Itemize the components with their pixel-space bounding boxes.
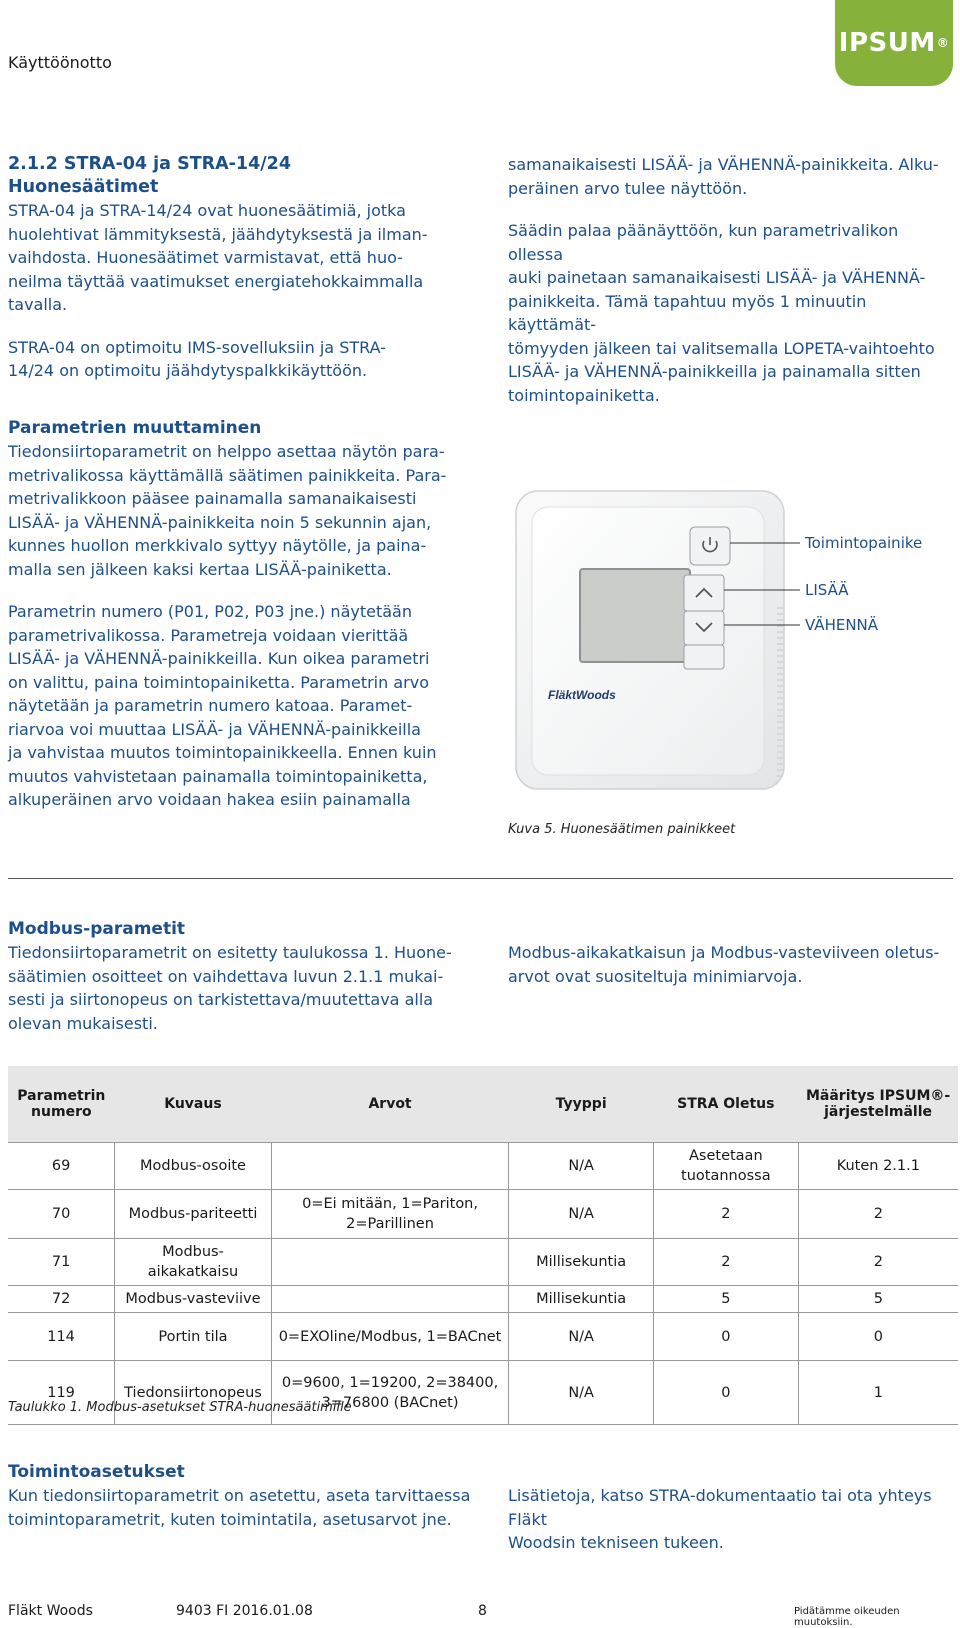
text-line: vaihdosta. Huonesäätimet varmistavat, että huo- xyxy=(8,248,403,267)
header-description: Kuvaus xyxy=(115,1066,272,1143)
text-line: peräinen arvo tulee näyttöön. xyxy=(508,178,748,198)
text-line: neilma täyttää vaatimukset energiatehokkaimmalla xyxy=(8,271,424,291)
text-line: LISÄÄ- ja VÄHENNÄ-painikkeilla ja painamalla sitten xyxy=(508,362,921,381)
text-line: 14/24 on optimoitu jäähdytyspalkkikäyttöön. xyxy=(8,361,368,380)
table-cell: 70 xyxy=(8,1190,115,1239)
text-line: Tiedonsiirtoparametrit on helppo asettaa näytön para- xyxy=(8,442,445,461)
figure-caption: Kuva 5. Huonesäätimen painikkeet xyxy=(508,822,736,837)
blank-button xyxy=(684,645,724,669)
header-stra-default: STRA Oletus xyxy=(653,1066,798,1143)
table-cell: 1 xyxy=(798,1361,958,1425)
text-line: Säädin palaa päänäyttöön, kun parametrivalikon ollessa xyxy=(508,221,899,264)
table-cell: 0=Ei mitään, 1=Pariton, 2=Parillinen xyxy=(271,1190,509,1239)
table-cell: 72 xyxy=(8,1286,115,1313)
modbus-default-paragraph xyxy=(508,941,958,988)
section-modbus-parameters xyxy=(8,918,468,1035)
parameter-number-paragraph xyxy=(8,600,468,812)
support-paragraph xyxy=(508,1484,958,1555)
table-cell: 2 xyxy=(653,1190,798,1239)
text-line: säätimien osoitteet on vaihdettava luvun 2.1.1 mukai- xyxy=(8,966,444,986)
text-line: STRA-04 ja STRA-14/24 ovat huonesäätimiä, jotka xyxy=(8,201,406,220)
function-settings-paragraph xyxy=(8,1484,478,1531)
table-cell: Millisekuntia xyxy=(509,1239,654,1286)
table-cell: 2 xyxy=(653,1239,798,1286)
footer-page-number: 8 xyxy=(478,1603,487,1619)
table-row xyxy=(8,1313,958,1361)
text-line: metrivalikkoon pääsee painamalla samanaikaisesti xyxy=(8,489,417,508)
section-heading: Parametrien muuttaminen xyxy=(8,418,262,438)
footer-rights-note: Pidätämme oikeuden muutoksiin. xyxy=(794,1606,900,1628)
table-cell: Modbus-aikakatkaisu xyxy=(115,1239,272,1286)
modbus-intro-paragraph xyxy=(8,941,468,1035)
parameter-menu-paragraph xyxy=(8,440,468,581)
modbus-settings-table xyxy=(8,1066,958,1425)
table-cell: 5 xyxy=(798,1286,958,1313)
section-heading-line2: Huonesäätimet xyxy=(8,177,159,197)
label-down-button: VÄHENNÄ xyxy=(805,616,879,634)
section-function-settings xyxy=(8,1461,478,1531)
table-cell: N/A xyxy=(509,1190,654,1239)
table-header-row xyxy=(8,1066,958,1143)
text-line: LISÄÄ- ja VÄHENNÄ-painikkeita noin 5 sekunnin ajan, xyxy=(8,512,432,532)
table-cell: Millisekuntia xyxy=(509,1286,654,1313)
text-line: Lisätietoja, katso STRA-dokumentaatio tai ota yhteys Fläkt xyxy=(508,1486,932,1529)
table-cell xyxy=(271,1286,509,1313)
table-cell: 0=EXOline/Modbus, 1=BACnet xyxy=(271,1313,509,1361)
page-header-title: Käyttöönotto xyxy=(8,53,112,72)
intro-paragraph xyxy=(8,199,468,317)
table-caption: Taulukko 1. Modbus-asetukset STRA-huonesäätimille xyxy=(8,1400,352,1415)
text-line: alkuperäinen arvo voidaan hakea esiin painamalla xyxy=(8,790,411,809)
function-button[interactable] xyxy=(690,527,730,565)
header-values: Arvot xyxy=(271,1066,509,1143)
logo-text: IPSUM xyxy=(838,28,936,58)
text-line: Tiedonsiirtoparametrit on esitetty taulukossa 1. Huone- xyxy=(8,943,452,962)
flaktwoods-brand: FläktWoods xyxy=(548,688,616,702)
table-cell: N/A xyxy=(509,1313,654,1361)
text-line: riarvoa voi muuttaa LISÄÄ- ja VÄHENNÄ-painikkeilla xyxy=(8,719,421,739)
label-function-button: Toimintopainike xyxy=(805,534,923,552)
text-line: näytetään ja parametrin numero katoaa. Paramet- xyxy=(8,696,413,715)
text-line: muutos vahvistetaan painamalla toimintopainiketta, xyxy=(8,766,428,786)
text-line: olevan mukaisesti. xyxy=(8,1013,158,1033)
table-cell: 2 xyxy=(798,1239,958,1286)
text-line: huolehtivat lämmityksestä, jäähdytyksestä ja ilman- xyxy=(8,224,428,244)
text-line: LISÄÄ- ja VÄHENNÄ-painikkeilla. Kun oikea parametri xyxy=(8,649,430,668)
text-line: kunnes huollon merkkivalo syttyy näytölle, ja paina- xyxy=(8,536,427,555)
section-heading: Toimintoasetukset xyxy=(8,1462,185,1482)
label-up-button: LISÄÄ xyxy=(805,581,849,599)
table-cell: 0=9600, 1=19200, 2=38400, 3=76800 (BACnet) xyxy=(271,1361,509,1425)
table-cell: Kuten 2.1.1 xyxy=(798,1143,958,1190)
down-button[interactable] xyxy=(684,611,724,645)
table-row xyxy=(8,1286,958,1313)
original-value-paragraph xyxy=(508,153,958,200)
lcd-screen xyxy=(580,569,690,662)
table-cell: N/A xyxy=(509,1361,654,1425)
table-cell: Asetetaan tuotannossa xyxy=(653,1143,798,1190)
table-cell: 2 xyxy=(798,1190,958,1239)
table-cell: 0 xyxy=(653,1313,798,1361)
text-line: parametrivalikossa. Parametreja voidaan vierittää xyxy=(8,625,409,645)
logo-registered-mark: ® xyxy=(936,36,950,50)
text-line: malla sen jälkeen kaksi kertaa LISÄÄ-painiketta. xyxy=(8,559,392,579)
text-line: Parametrin numero (P01, P02, P03 jne.) näytetään xyxy=(8,602,412,621)
text-line: tavalla. xyxy=(8,295,68,314)
text-line: ja vahvistaa muutos toimintopainikkeella. Ennen kuin xyxy=(8,743,437,762)
table-cell: 71 xyxy=(8,1239,115,1286)
return-main-paragraph xyxy=(508,219,958,407)
table-cell: Modbus-osoite xyxy=(115,1143,272,1190)
right-column-text xyxy=(508,153,958,407)
text-line: toimintoparametrit, kuten toimintatila, asetusarvot jne. xyxy=(8,1509,452,1529)
table-cell: Portin tila xyxy=(115,1313,272,1361)
text-line: on valittu, paina toimintopainiketta. Parametrin arvo xyxy=(8,672,429,692)
section-stra-intro xyxy=(8,153,468,383)
table-cell: 69 xyxy=(8,1143,115,1190)
footer-company: Fläkt Woods xyxy=(8,1603,93,1619)
table-cell: N/A xyxy=(509,1143,654,1190)
table-cell: Tiedonsiirtonopeus xyxy=(115,1361,272,1425)
table-row xyxy=(8,1190,958,1239)
text-line: STRA-04 on optimoitu IMS-sovelluksiin ja STRA- xyxy=(8,337,386,357)
header-parameter-number: Parametrin numero xyxy=(8,1066,115,1143)
text-line: metrivalikossa käyttämällä säätimen painikkeita. Para- xyxy=(8,465,447,485)
table-cell xyxy=(271,1239,509,1286)
text-line: sesti ja siirtonopeus on tarkistettava/muutettava alla xyxy=(8,990,434,1009)
table-cell: 119 xyxy=(8,1361,115,1425)
text-line: auki painetaan samanaikaisesti LISÄÄ- ja VÄHENNÄ- xyxy=(508,268,926,287)
header-type: Tyyppi xyxy=(509,1066,654,1143)
table-row xyxy=(8,1143,958,1190)
section-heading: Modbus-parametit xyxy=(8,919,186,939)
up-button[interactable] xyxy=(684,575,724,611)
table-cell: 0 xyxy=(653,1361,798,1425)
section-parameter-change xyxy=(8,417,468,812)
optimization-paragraph xyxy=(8,336,468,383)
text-line: painikkeita. Tämä tapahtuu myös 1 minuutin käyttämät- xyxy=(508,291,867,334)
text-line: Woodsin tekniseen tukeen. xyxy=(508,1533,724,1552)
footer-document-id: 9403 FI 2016.01.08 xyxy=(176,1603,313,1619)
table-row xyxy=(8,1239,958,1286)
section-divider xyxy=(8,878,953,879)
table-cell: 5 xyxy=(653,1286,798,1313)
text-line: toimintopainiketta. xyxy=(508,385,660,405)
text-line: samanaikaisesti LISÄÄ- ja VÄHENNÄ-painikkeita. Alku- xyxy=(508,155,939,174)
table-cell: 114 xyxy=(8,1313,115,1361)
table-cell: Modbus-vasteviive xyxy=(115,1286,272,1313)
header-ipsum-setting: Määritys IPSUM®-järjestelmälle xyxy=(798,1066,958,1143)
text-line: Kun tiedonsiirtoparametrit on asetettu, aseta tarvittaessa xyxy=(8,1486,471,1505)
text-line: arvot ovat suositeltuja minimiarvoja. xyxy=(508,966,803,986)
table-cell: 0 xyxy=(798,1313,958,1361)
ipsum-logo xyxy=(835,0,953,86)
text-line: tömyyden jälkeen tai valitsemalla LOPETA-vaihtoehto xyxy=(508,338,935,358)
room-controller-illustration xyxy=(512,487,952,827)
text-line: Modbus-aikakatkaisun ja Modbus-vasteviiveen oletus- xyxy=(508,943,940,962)
section-heading-line1: 2.1.2 STRA-04 ja STRA-14/24 xyxy=(8,154,292,174)
table-cell: Modbus-pariteetti xyxy=(115,1190,272,1239)
table-cell xyxy=(271,1143,509,1190)
